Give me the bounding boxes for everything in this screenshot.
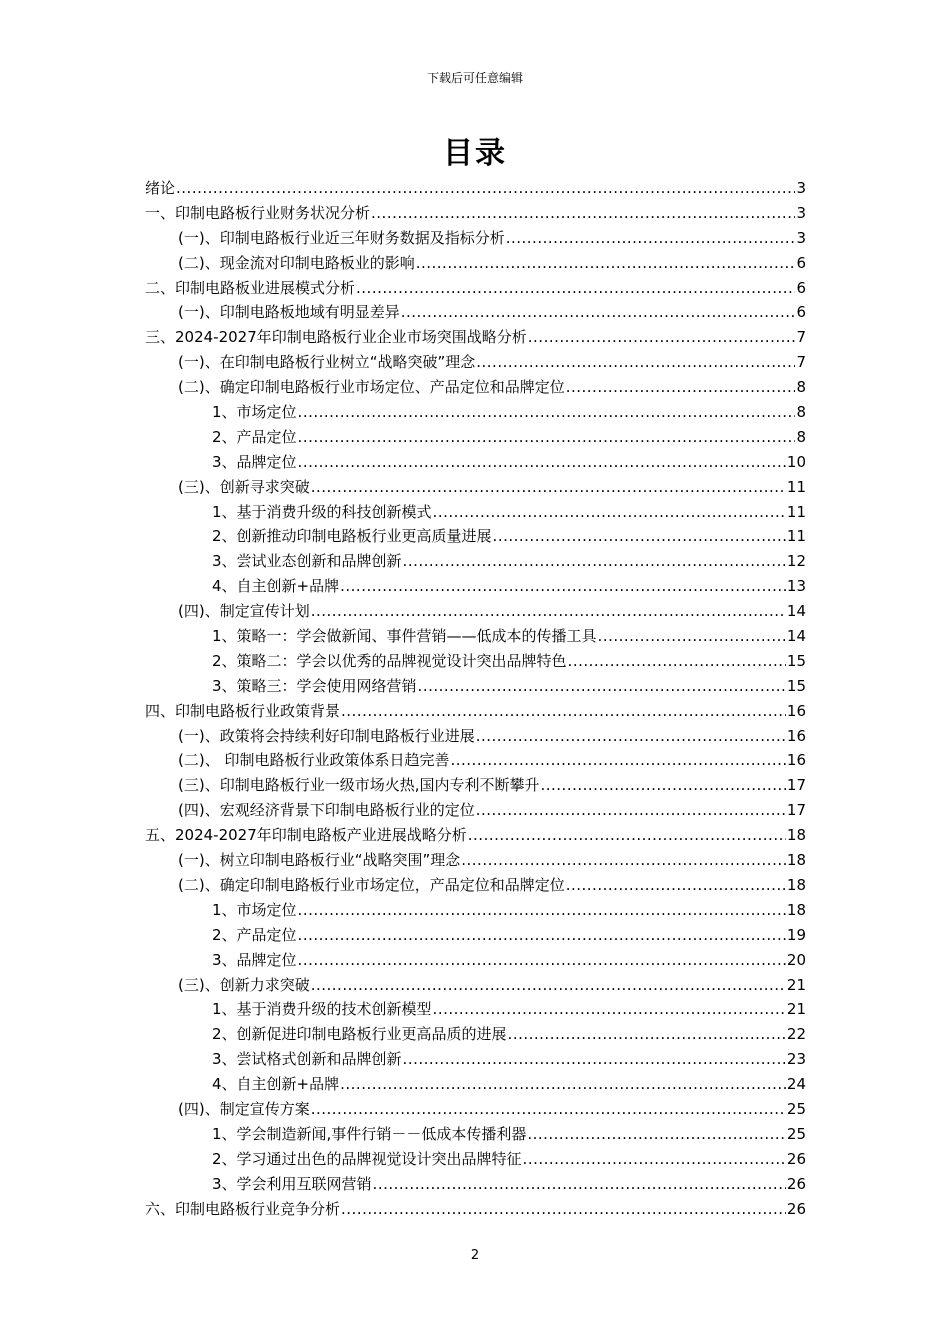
toc-dot-leader <box>298 400 796 425</box>
toc-dot-leader <box>506 226 796 251</box>
toc-entry-title: 3、品牌定位 <box>212 452 297 471</box>
toc-entry[interactable] <box>145 1197 806 1222</box>
toc-entry-page: 7 <box>796 328 806 347</box>
toc-entry-title: 2、学习通过出色的品牌视觉设计突出品牌特征 <box>212 1149 522 1168</box>
toc-entry-page: 11 <box>786 477 806 496</box>
toc-entry[interactable] <box>145 475 806 500</box>
toc-entry-title: (三)、印制电路板行业一级市场火热,国内专利不断攀升 <box>178 776 540 795</box>
toc-dot-leader <box>311 599 786 624</box>
toc-entry-page: 23 <box>786 1050 806 1069</box>
toc-entry-page: 8 <box>796 427 806 446</box>
toc-entry[interactable] <box>145 450 806 475</box>
toc-entry[interactable] <box>145 699 806 724</box>
toc-entry-page: 24 <box>786 1075 806 1094</box>
toc-entry[interactable] <box>145 574 806 599</box>
toc-entry-page: 21 <box>786 975 806 994</box>
toc-entry[interactable] <box>145 973 806 998</box>
toc-dot-leader <box>476 350 795 375</box>
toc-entry-page: 3 <box>796 203 806 222</box>
toc-entry-page: 11 <box>786 527 806 546</box>
toc-entry-title: (一)、树立印制电路板行业“战略突围”理念 <box>178 851 461 870</box>
toc-entry-page: 15 <box>786 651 806 670</box>
toc-entry-page: 7 <box>796 353 806 372</box>
toc-entry-page: 16 <box>786 701 806 720</box>
toc-entry[interactable] <box>145 1147 806 1172</box>
toc-entry-page: 25 <box>786 1099 806 1118</box>
toc-dot-leader <box>433 997 786 1022</box>
toc-dot-leader <box>433 500 786 525</box>
toc-entry[interactable] <box>145 1097 806 1122</box>
toc-entry-page: 26 <box>786 1149 806 1168</box>
toc-entry[interactable] <box>145 873 806 898</box>
toc-entry[interactable] <box>145 226 806 251</box>
toc-entry[interactable] <box>145 375 806 400</box>
toc-entry[interactable] <box>145 500 806 525</box>
toc-entry-page: 18 <box>786 875 806 894</box>
toc-entry[interactable] <box>145 300 806 325</box>
toc-dot-leader <box>298 898 786 923</box>
toc-entry[interactable] <box>145 524 806 549</box>
toc-dot-leader <box>298 948 786 973</box>
toc-entry-title: (三)、创新力求突破 <box>178 975 310 994</box>
toc-entry-title: 2、创新促进印制电路板行业更高品质的进展 <box>212 1025 507 1044</box>
toc-entry-title: 1、基于消费升级的技术创新模型 <box>212 1000 432 1019</box>
toc-entry-page: 25 <box>786 1124 806 1143</box>
toc-dot-leader <box>401 300 796 325</box>
toc-entry-title: (一)、在印制电路板行业树立“战略突破”理念 <box>178 353 476 372</box>
toc-dot-leader <box>356 276 795 301</box>
toc-entry-title: (二)、确定印制电路板行业市场定位，产品定位和品牌定位 <box>178 875 565 894</box>
toc-entry-title: (二)、 印制电路板行业政策体系日趋完善 <box>178 751 450 770</box>
toc-entry-page: 10 <box>786 452 806 471</box>
toc-entry[interactable] <box>145 748 806 773</box>
toc-entry[interactable] <box>145 201 806 226</box>
toc-entry-page: 22 <box>786 1025 806 1044</box>
toc-dot-leader <box>371 201 795 226</box>
toc-entry-page: 3 <box>796 228 806 247</box>
toc-entry-title: 2、创新推动印制电路板行业更高质量进展 <box>212 527 492 546</box>
toc-entry-page: 17 <box>786 776 806 795</box>
toc-entry-title: 2、策略二：学会以优秀的品牌视觉设计突出品牌特色 <box>212 651 567 670</box>
toc-entry-page: 26 <box>786 1199 806 1218</box>
toc-entry-title: 3、策略三：学会使用网络营销 <box>212 676 417 695</box>
toc-entry-title: 1、基于消费升级的科技创新模式 <box>212 502 432 521</box>
toc-entry[interactable] <box>145 325 806 350</box>
toc-entry-title: 4、自主创新+品牌 <box>212 1075 340 1094</box>
toc-entry-title: 四、印制电路板行业政策背景 <box>145 701 341 720</box>
toc-entry-page: 8 <box>796 403 806 422</box>
toc-entry[interactable] <box>145 773 806 798</box>
toc-dot-leader <box>298 425 796 450</box>
toc-dot-leader <box>598 624 786 649</box>
toc-entry-title: 五、2024-2027年印制电路板产业进展战略分析 <box>145 826 467 845</box>
toc-entry[interactable] <box>145 624 806 649</box>
toc-dot-leader <box>373 1172 786 1197</box>
toc-entry-page: 16 <box>786 751 806 770</box>
toc-entry-title: 绪论 <box>145 179 176 197</box>
toc-dot-leader <box>540 773 785 798</box>
toc-entry-page: 11 <box>786 502 806 521</box>
toc-entry-title: 3、尝试业态创新和品牌创新 <box>212 552 402 571</box>
toc-dot-leader <box>461 848 786 873</box>
toc-entry-title: 1、市场定位 <box>212 403 297 422</box>
toc-entry-page: 18 <box>786 851 806 870</box>
toc-dot-leader <box>450 748 785 773</box>
toc-entry[interactable] <box>145 798 806 823</box>
toc-dot-leader <box>403 549 786 574</box>
toc-entry-page: 20 <box>786 950 806 969</box>
toc-entry[interactable] <box>145 276 806 301</box>
toc-entry-title: (四)、制定宣传方案 <box>178 1099 310 1118</box>
toc-entry-title: 一、印制电路板行业财务状况分析 <box>145 203 371 222</box>
toc-entry[interactable] <box>145 1047 806 1072</box>
toc-entry-page: 6 <box>796 278 806 297</box>
toc-entry-title: (四)、制定宣传计划 <box>178 602 310 621</box>
toc-dot-leader <box>523 1147 786 1172</box>
toc-entry-page: 19 <box>786 925 806 944</box>
toc-entry-page: 6 <box>796 253 806 272</box>
toc-dot-leader <box>311 475 786 500</box>
toc-dot-leader <box>476 724 786 749</box>
toc-entry-title: 2、产品定位 <box>212 925 297 944</box>
toc-entry-title: (三)、创新寻求突破 <box>178 477 310 496</box>
toc-entry-page: 14 <box>786 602 806 621</box>
toc-entry-page: 12 <box>786 552 806 571</box>
toc-entry-page: 8 <box>796 378 806 397</box>
toc-entry[interactable] <box>145 848 806 873</box>
toc-entry[interactable] <box>145 176 806 201</box>
page-header: 下载后可任意编辑 <box>426 71 523 85</box>
toc-entry-page: 14 <box>786 627 806 646</box>
toc-entry[interactable] <box>145 823 806 848</box>
toc-entry-title: (二)、现金流对印制电路板业的影响 <box>178 253 415 272</box>
toc-entry-page: 18 <box>786 826 806 845</box>
toc-entry[interactable] <box>145 350 806 375</box>
toc-entry-title: 1、市场定位 <box>212 900 297 919</box>
toc-entry-title: (一)、印制电路板行业近三年财务数据及指标分析 <box>178 228 505 247</box>
toc-dot-leader <box>176 176 795 201</box>
toc-entry-title: 二、印制电路板业进展模式分析 <box>145 278 356 297</box>
toc-entry-page: 13 <box>786 577 806 596</box>
toc-entry[interactable] <box>145 948 806 973</box>
toc-entry-title: 三、2024-2027年印制电路板行业企业市场突围战略分析 <box>145 328 527 347</box>
toc-dot-leader <box>341 699 786 724</box>
toc-entry[interactable] <box>145 649 806 674</box>
page-title: 目录 <box>443 136 507 171</box>
toc-entry[interactable] <box>145 923 806 948</box>
toc-entry-title: 1、学会制造新闻,事件行销－－低成本传播利器 <box>212 1124 527 1143</box>
toc-entry-title: 3、尝试格式创新和品牌创新 <box>212 1050 402 1069</box>
toc-entry-page: 26 <box>786 1174 806 1193</box>
toc-entry-title: 六、印制电路板行业竞争分析 <box>145 1199 341 1218</box>
toc-entry-title: (一)、印制电路板地域有明显差异 <box>178 303 400 322</box>
toc-dot-leader <box>493 524 786 549</box>
toc-entry[interactable] <box>145 1072 806 1097</box>
toc-dot-leader <box>527 1122 786 1147</box>
toc-dot-leader <box>566 873 786 898</box>
toc-dot-leader <box>298 923 786 948</box>
toc-dot-leader <box>416 251 796 276</box>
toc-dot-leader <box>311 973 786 998</box>
toc-entry-page: 18 <box>786 900 806 919</box>
toc-dot-leader <box>476 798 786 823</box>
toc-entry-page: 21 <box>786 1000 806 1019</box>
table-of-contents <box>145 176 806 1221</box>
toc-entry-title: 2、产品定位 <box>212 427 297 446</box>
toc-dot-leader <box>566 375 796 400</box>
toc-entry-title: 3、学会利用互联网营销 <box>212 1174 372 1193</box>
toc-entry-page: 15 <box>786 676 806 695</box>
toc-dot-leader <box>298 450 786 475</box>
toc-entry-page: 16 <box>786 726 806 745</box>
toc-dot-leader <box>403 1047 786 1072</box>
toc-dot-leader <box>311 1097 786 1122</box>
toc-entry-page: 6 <box>796 303 806 322</box>
toc-entry-page: 3 <box>796 179 806 197</box>
page-number: 2 <box>470 1248 480 1263</box>
toc-entry[interactable] <box>145 674 806 699</box>
toc-entry[interactable] <box>145 997 806 1022</box>
toc-entry-title: (一)、政策将会持续利好印制电路板行业进展 <box>178 726 475 745</box>
toc-entry-title: 4、自主创新+品牌 <box>212 577 340 596</box>
toc-dot-leader <box>418 674 786 699</box>
toc-entry[interactable] <box>145 898 806 923</box>
toc-entry[interactable] <box>145 251 806 276</box>
toc-entry[interactable] <box>145 1022 806 1047</box>
toc-entry-title: 3、品牌定位 <box>212 950 297 969</box>
toc-dot-leader <box>340 1072 786 1097</box>
toc-entry-title: (四)、宏观经济背景下印制电路板行业的定位 <box>178 801 475 820</box>
toc-dot-leader <box>508 1022 786 1047</box>
toc-entry[interactable] <box>145 1172 806 1197</box>
toc-dot-leader <box>340 574 786 599</box>
toc-entry[interactable] <box>145 1122 806 1147</box>
toc-entry[interactable] <box>145 425 806 450</box>
toc-dot-leader <box>468 823 786 848</box>
toc-entry[interactable] <box>145 400 806 425</box>
toc-entry-page: 17 <box>786 801 806 820</box>
toc-entry[interactable] <box>145 549 806 574</box>
toc-entry[interactable] <box>145 599 806 624</box>
toc-dot-leader <box>528 325 796 350</box>
toc-entry-title: (二)、确定印制电路板行业市场定位、产品定位和品牌定位 <box>178 378 565 397</box>
toc-entry-title: 1、策略一：学会做新闻、事件营销——低成本的传播工具 <box>212 627 597 646</box>
toc-entry[interactable] <box>145 724 806 749</box>
toc-dot-leader <box>568 649 786 674</box>
toc-dot-leader <box>341 1197 786 1222</box>
